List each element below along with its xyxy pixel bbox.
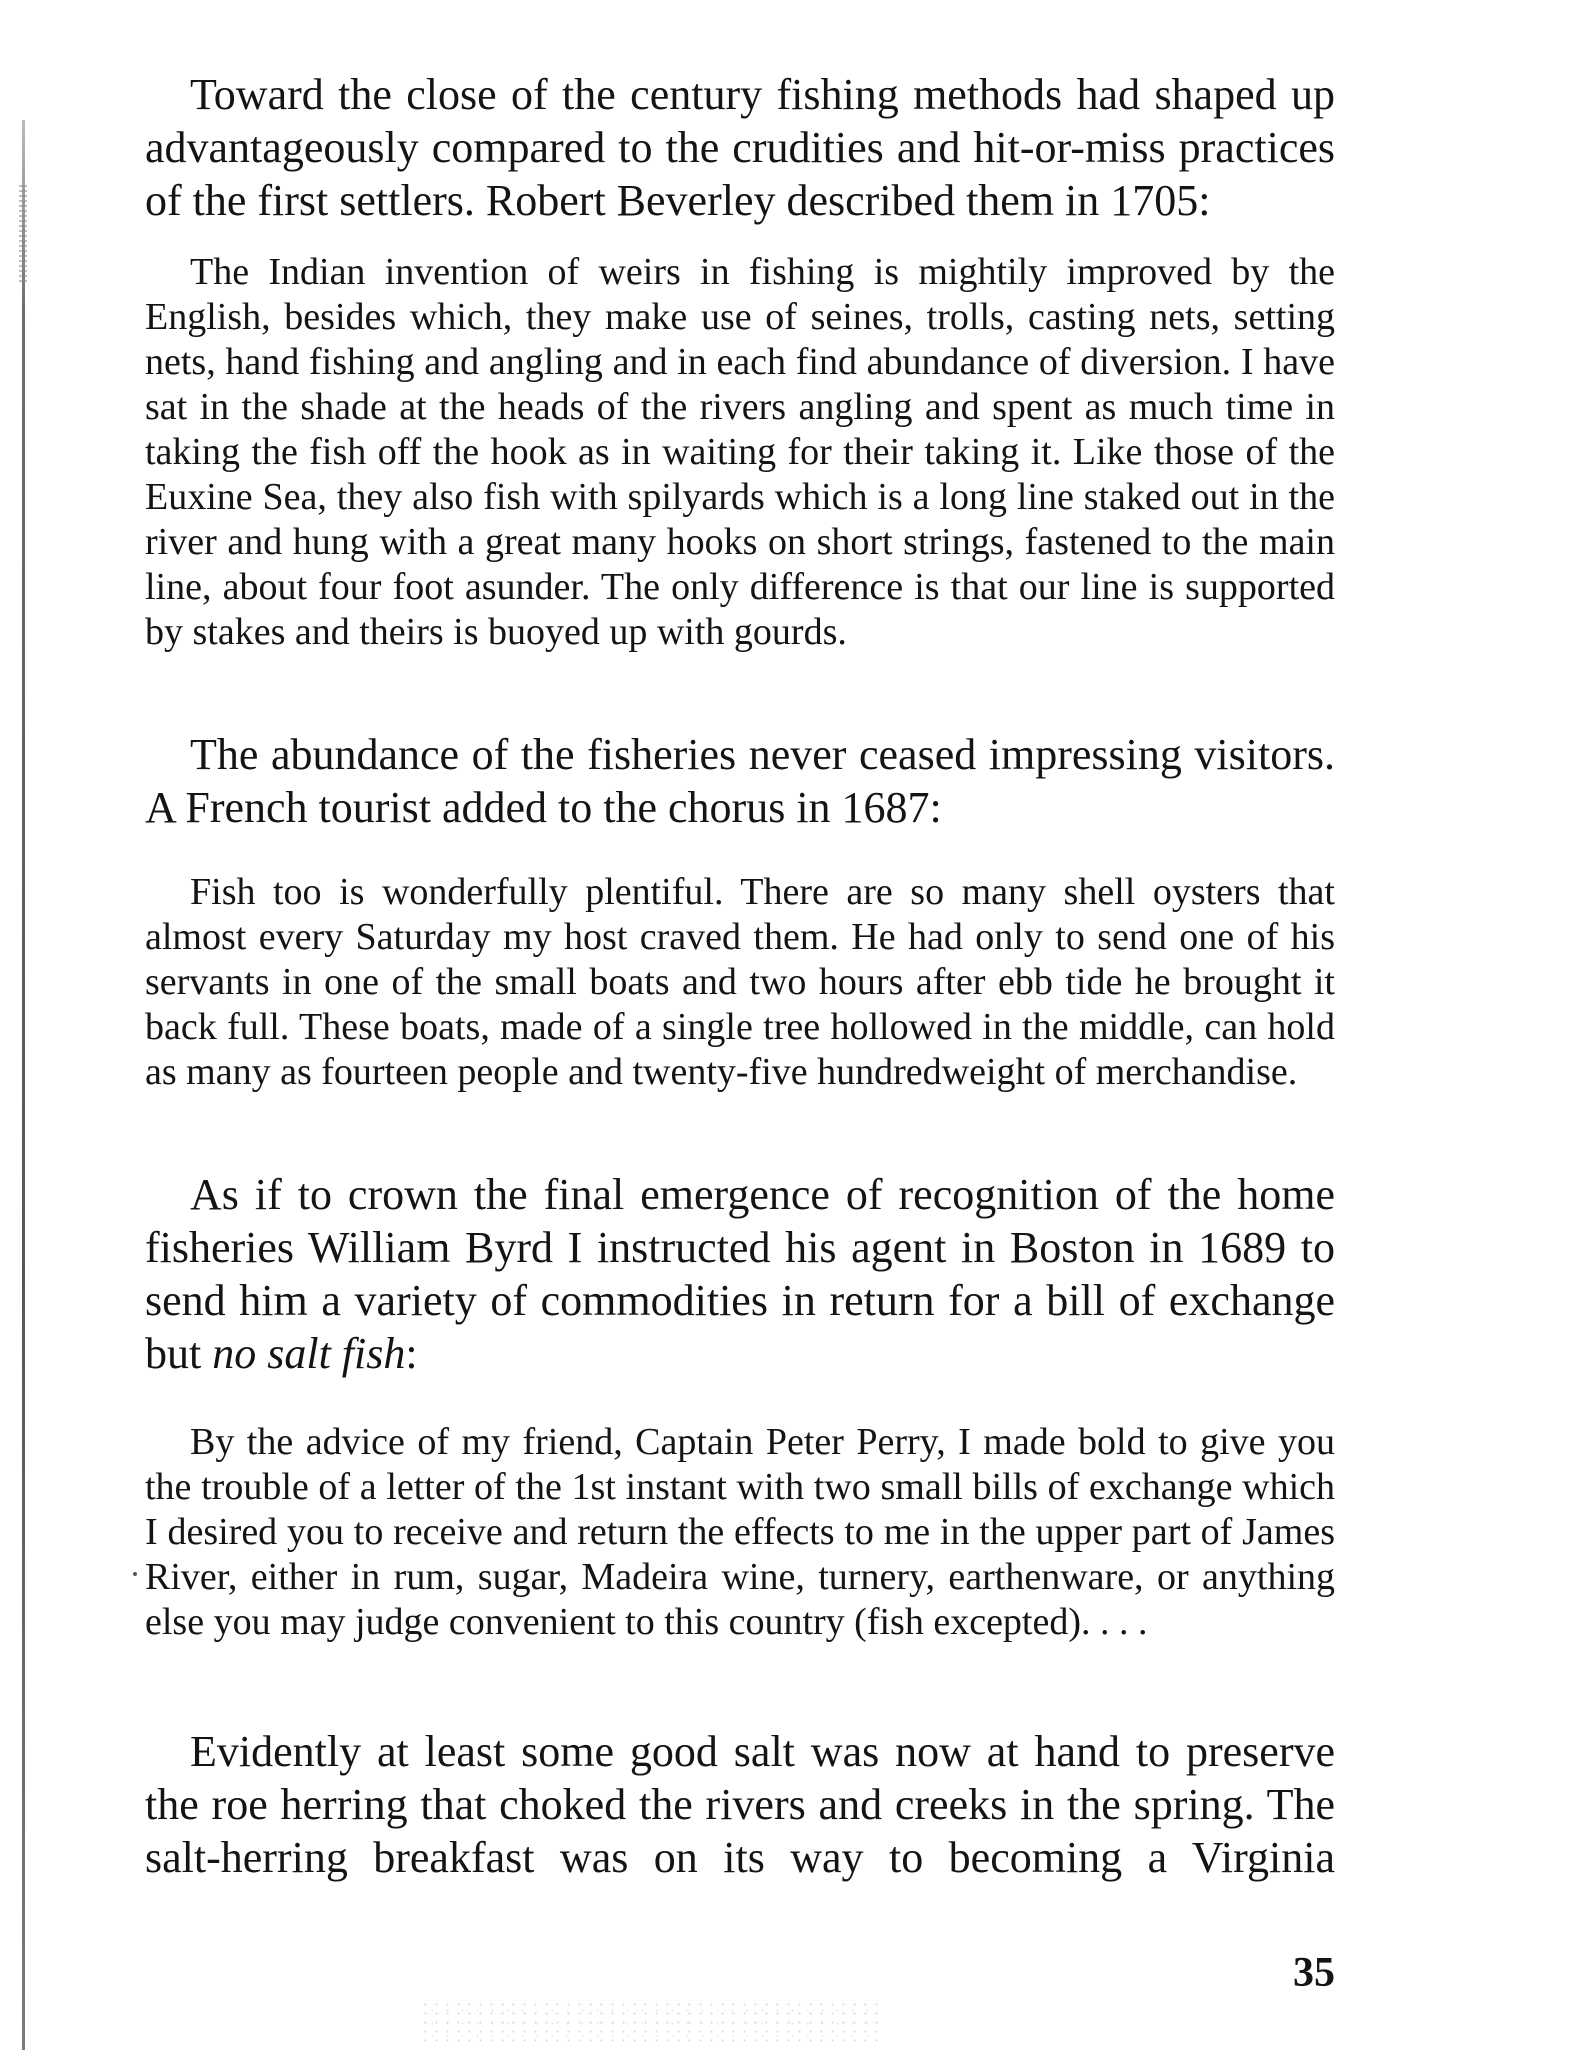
scan-noise (420, 2000, 880, 2045)
paragraph-william-byrd-text: As if to crown the final emergence of recognition of the home fisheries William Byrd I instructed his agent in Boston in 1689 to send him a variety of commodities in return for a bill of exchange but (145, 1170, 1335, 1378)
paragraph-fishing-methods: Toward the close of the century fishing methods had shaped up advantageously compared to the crudities and hit-or-miss practices of the first settlers. Robert Beverley described them in 1705: (145, 70, 1335, 225)
quote-french-tourist: Fish too is wonderfully plentiful. There are so many shell oysters that almost every Saturday my host craved them. He had only to send one of his servants in one of the small boats and two hours after ebb tide he brought it back full. These boats, made of a single tree hollowed in the middle, can hold as many as fourteen people and twenty-five hundredweight of merchandise. (145, 871, 1335, 1093)
quote-beverley: The Indian invention of weirs in fishing is mightily improved by the English, besides which, they make use of seines, trolls, casting nets, setting nets, hand fishing and angling and in each find abundance of diversion. I have sat in the shade at the heads of the rivers angling and spent as much time in taking the fish off the hook as in waiting for their taking it. Like those of the Euxine Sea, they also fish with spilyards which is a long line staked out in the river and hung with a great many hooks on short strings, fastened to the main line, about four foot asunder. The only difference is that our line is supported by stakes and theirs is buoyed up with gourds. (145, 251, 1335, 653)
quote-byrd-letter: By the advice of my friend, Captain Peter Perry, I made bold to give you the trouble of a letter of the 1st instant with two small bills of exchange which I desired you to receive and return the effects to me in the upper part of James River, either in rum, sugar, Madeira wine, turnery, earthenware, or anything else you may judge convenient to this country (fish excepted). . . . (145, 1421, 1335, 1643)
paragraph-salt-herring: Evidently at least some good salt was now at hand to preserve the roe herring that choked the rivers and creeks in the spring. The salt-herring breakfast was on its way to becoming a Virginia (145, 1727, 1335, 1882)
no-salt-fish-emphasis: no salt fish (212, 1329, 406, 1378)
paragraph-william-byrd (145, 1168, 1335, 1380)
paragraph-abundance-fisheries: The abundance of the fisheries never ceased impressing visitors. A French tourist added to the chorus in 1687: (145, 730, 1335, 832)
page-number: 35 (1293, 1950, 1335, 1996)
binding-edge-shadow (22, 120, 25, 2050)
binding-edge-marks (19, 185, 27, 285)
colon: : (405, 1329, 418, 1378)
margin-mark (133, 1572, 137, 1576)
